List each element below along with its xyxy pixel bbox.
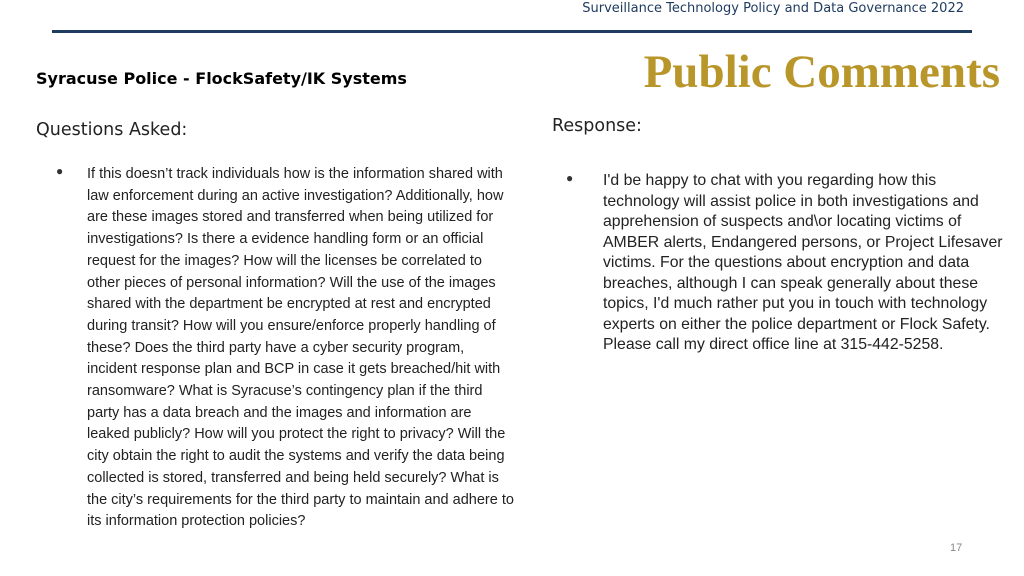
response-text: I'd be happy to chat with you regarding how this technology will assist police in both investigations and apprehension of suspects and\or locating victims of AMBER alerts, Endangered persons, or Project Lifesaver victims. For the questions about encryption and data breaches, although I can speak generally about these topics, I'd much rather put you in touch with technology experts on either the police department or Flock Safety. Please call my direct office line at 315-442-5258. — [603, 172, 1003, 353]
slide-title: Public Comments — [643, 46, 1000, 98]
response-list-item — [566, 171, 1006, 356]
header-title: Surveillance Technology Policy and Data Governance 2022 — [582, 1, 964, 16]
questions-text: If this doesn’t track individuals how is the information shared with law enforcement during an active investigation? Additionally, how are these images stored and transferred when being utilized for investigations? Is there a evidence handling form or an official request for the images? How will the licenses be correlated to other pieces of personal information? Will the use of the images shared with the department be encrypted at rest and encrypted during transit? How will you ensure/enforce properly handling of these? Does the third party have a cyber security program, incident response plan and BCP in case it gets breached/hit with ransomware? What is Syracuse’s contingency plan if the third party has a data breach and the images and information are leaked publicly? How will you protect the right to privacy? Will the city obtain the right to audit the systems and verify the data being collected is stored, transferred and being held securely? What is the city’s requirements for the third party to maintain and adhere to its information protection policies? — [87, 166, 514, 530]
questions-list-item — [56, 164, 516, 533]
page-number: 17 — [950, 542, 963, 554]
questions-heading: Questions Asked: — [36, 120, 188, 140]
slide-subtitle: Syracuse Police - FlockSafety/IK Systems — [36, 69, 407, 88]
bullet-icon: ● — [566, 171, 574, 185]
header-divider — [52, 30, 972, 33]
response-heading: Response: — [552, 116, 642, 136]
bullet-icon: ● — [56, 164, 64, 178]
